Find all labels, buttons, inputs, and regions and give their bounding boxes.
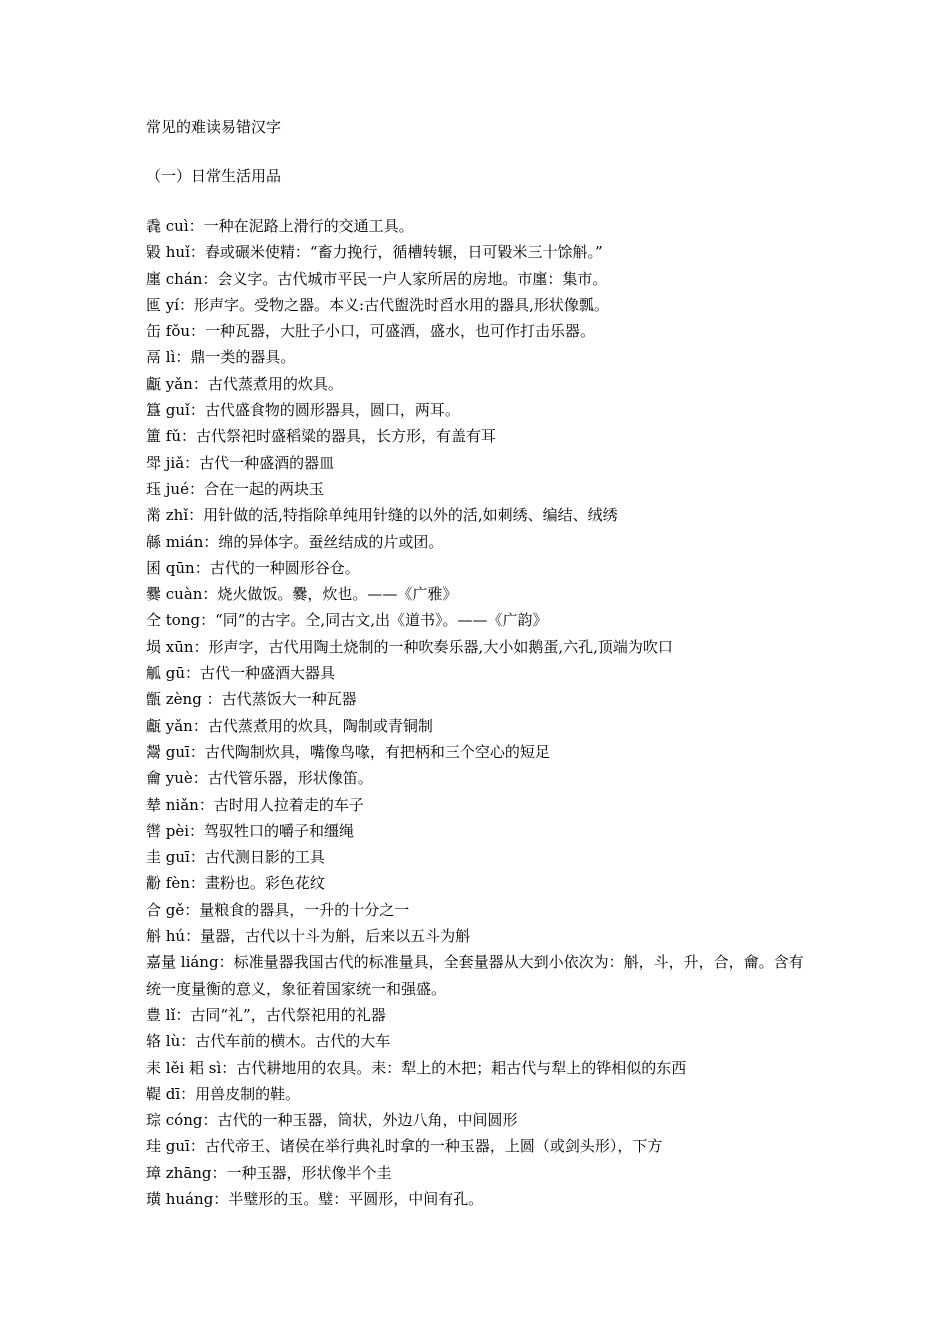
- character-entry: 璜 huáng：半璧形的玉。璧：平圆形，中间有孔。: [146, 1189, 484, 1208]
- character-entry: 辂 lù：古代车前的横木。古代的大车: [146, 1032, 391, 1051]
- character-entry: 甗 yǎn：古代蒸煮用的炊具。: [146, 374, 343, 393]
- character-entry: 簠 fǔ：古代祭祀时盛稻粱的器具，长方形，有盖有耳: [146, 427, 496, 446]
- character-entry: 斝 jiǎ：古代一种盛酒的器皿: [146, 453, 335, 472]
- character-entry: 簋 guǐ：古代盛食物的圆形器具，圆口，两耳。: [146, 401, 460, 420]
- character-entry: 甑 zèng ：古代蒸饭大一种瓦器: [146, 690, 357, 709]
- character-entry: 珏 jué：合在一起的两块玉: [146, 479, 324, 498]
- character-entry: 黹 zhǐ：用针做的活,特指除单纯用针缝的以外的活,如刺绣、编结、绒绣: [146, 506, 618, 525]
- character-entry: 黺 fèn：畫粉也。彩色花纹: [146, 874, 325, 893]
- character-entry: 嘉量 liáng：标准量器我国古代的标准量具，全套量器从大到小依次为：斛，斗，升，合，龠。含有统一度量衡的意义，象征着国家统一和强盛。: [146, 953, 804, 998]
- character-entry: 斛 hú：量器，古代以十斗为斛，后来以五斗为斛: [146, 927, 471, 946]
- character-entry: 合 gě：量粮食的器具，一升的十分之一: [146, 900, 410, 919]
- character-entry: 緜 mián：绵的异体字。蚕丝结成的片或团。: [146, 532, 444, 551]
- character-entry: 豊 lǐ：古同“礼”，古代祭祀用的礼器: [146, 1005, 386, 1024]
- character-entry: 甗 yǎn：古代蒸煮用的炊具，陶制或青铜制: [146, 716, 433, 735]
- character-entry: 辇 niǎn：古时用人拉着走的车子: [146, 795, 364, 814]
- character-entry: 匜 yí：形声字。受物之器。本义:古代盥洗时舀水用的器具,形状像瓢。: [146, 295, 609, 314]
- section-heading: （一）日常生活用品: [146, 167, 282, 185]
- character-entry: 圭 guī：古代测日影的工具: [146, 848, 325, 867]
- character-entry: 珪 guī：古代帝王、诸侯在举行典礼时拿的一种玉器，上圆（或剑头形），下方: [146, 1137, 663, 1156]
- character-entry: 毇 huǐ：舂或碾米使精：“畜力挽行，循槽转辗，日可毇米三十馀斛。”: [146, 243, 603, 262]
- character-entry: 鞮 dī：用兽皮制的鞋。: [146, 1084, 301, 1103]
- character-entry-list: [146, 213, 806, 1212]
- character-entry: 辔 pèi：驾驭牲口的嚼子和缰绳: [146, 821, 355, 840]
- character-entry: 鬶 guī：古代陶制炊具，嘴像鸟喙，有把柄和三个空心的短足: [146, 742, 550, 761]
- character-entry: 廛 chán：会义字。古代城市平民一户人家所居的房地。市廛：集市。: [146, 269, 608, 288]
- character-entry: 琮 cóng：古代的一种玉器，筒状，外边八角，中间圆形: [146, 1111, 518, 1130]
- document-title: 常见的难读易错汉字: [146, 118, 282, 136]
- character-entry: 耒 lěi 耜 sì：古代耕地用的农具。耒：犁上的木把；耜古代与犁上的铧相似的东西: [146, 1058, 687, 1077]
- character-entry: 仝 tong：“同”的古字。仝,同古文,出《道书》。——《广韵》: [146, 611, 548, 630]
- character-entry: 缶 fǒu：一种瓦器，大肚子小口，可盛酒，盛水，也可作打击乐器。: [146, 322, 596, 341]
- character-entry: 埙 xūn：形声字，古代用陶土烧制的一种吹奏乐器,大小如鹅蛋,六孔,顶端为吹口: [146, 637, 673, 656]
- character-entry: 觚 gū：古代一种盛酒大器具: [146, 664, 336, 683]
- character-entry: 璋 zhāng：一种玉器，形状像半个圭: [146, 1163, 392, 1182]
- character-entry: 龠 yuè：古代管乐器，形状像笛。: [146, 769, 373, 788]
- character-entry: 爨 cuàn：烧火做饭。爨，炊也。——《广雅》: [146, 585, 458, 604]
- character-entry: 鬲 lì：鼎一类的器具。: [146, 348, 296, 367]
- character-entry: 毳 cuì：一种在泥路上滑行的交通工具。: [146, 217, 414, 235]
- character-entry: 囷 qūn：古代的一种圆形谷仓。: [146, 558, 360, 577]
